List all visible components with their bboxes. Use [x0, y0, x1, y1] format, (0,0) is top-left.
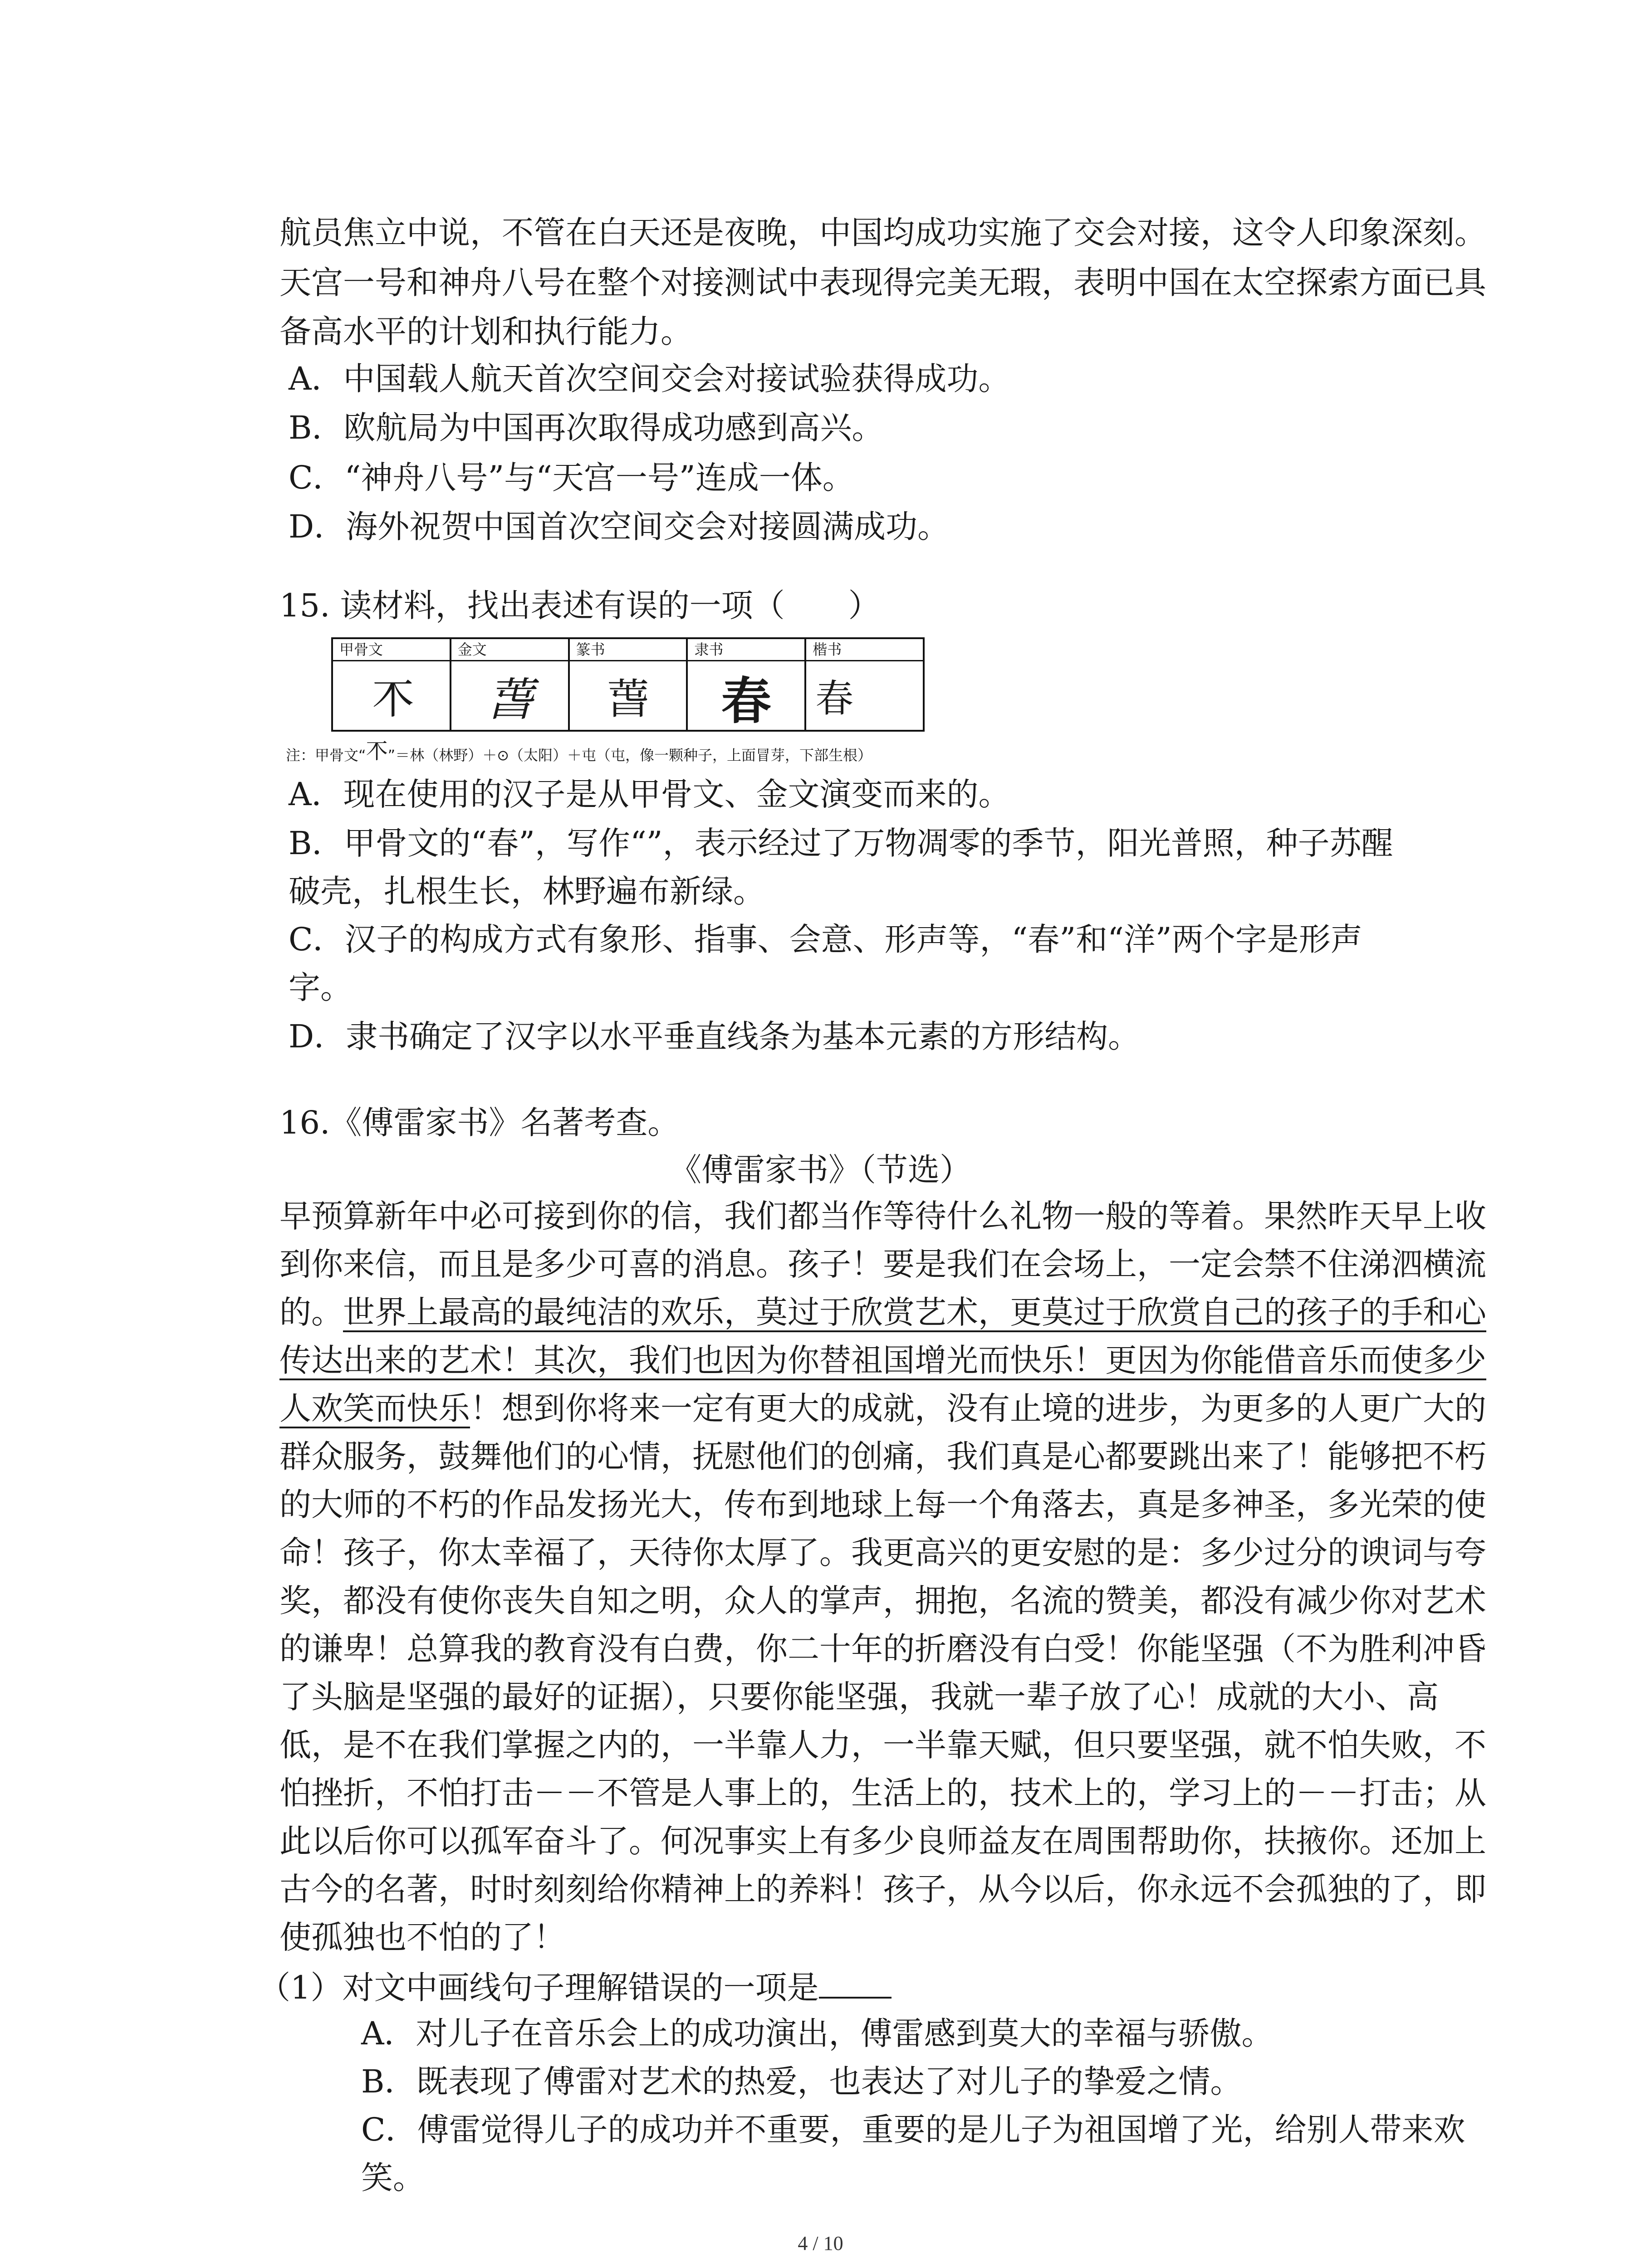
underlined-sentence: 传达出来的艺术！其次，我们也因为你替祖国增光而快乐！更因为你能借音乐而使多少 — [279, 1342, 1486, 1379]
q16-paragraph-line-5 — [279, 1388, 1486, 1429]
q15-option-b-line-1: B．甲骨文的“春”，写作“”，表示经过了万物凋零的季节，阳光普照，种子苏醒 — [289, 825, 1393, 862]
underlined-sentence: 人欢笑而快乐 — [279, 1390, 470, 1427]
q14-option-a: A．中国载人航天首次空间交会对接试验获得成功。 — [289, 360, 1010, 397]
q16-paragraph-line-4 — [279, 1340, 1486, 1381]
q16-sub1-option-c-line-2: 笑。 — [361, 2159, 425, 2196]
glyph-clerical: 春 — [721, 672, 771, 730]
q16-paragraph-line-12: 低，是不在我们掌握之内的，一半靠人力，一半靠天赋，但只要坚强，就不怕失败，不 — [279, 1726, 1486, 1764]
header-oracle-bone: 甲骨文 — [333, 639, 450, 661]
q15-option-c-line-2: 字。 — [289, 969, 352, 1006]
column-regular — [806, 639, 923, 730]
column-clerical — [688, 639, 806, 730]
script-evolution-table — [331, 637, 925, 732]
q16-paragraph-line-3 — [279, 1292, 1486, 1333]
q14-text-line-2: 天宫一号和神舟八号在整个对接测试中表现得完美无瑕，表明中国在太空探索方面已具 — [279, 264, 1486, 301]
q14-text-line-1: 航员焦立中说，不管在白天还是夜晚，中国均成功实施了交会对接，这令人印象深刻。 — [279, 214, 1486, 251]
q16-paragraph-line-13: 怕挫折，不怕打击－－不管是人事上的，生活上的，技术上的，学习上的－－打击；从 — [279, 1774, 1486, 1812]
q14-option-c: C．“神舟八号”与“天宫一号”连成一体。 — [289, 459, 854, 496]
answer-blank[interactable] — [819, 1965, 892, 1999]
header-seal: 篆书 — [570, 639, 686, 661]
q16-sub1-option-b: B．既表现了傅雷对艺术的热爱，也表达了对儿子的挚爱之情。 — [361, 2063, 1242, 2100]
q16-paragraph-line-6: 群众服务，鼓舞他们的心情，抚慰他们的创痛，我们真是心都要跳出来了！能够把不朽 — [279, 1438, 1486, 1475]
page-number: 4 / 10 — [798, 2232, 843, 2254]
q14-option-d: D．海外祝贺中国首次空间交会对接圆满成功。 — [289, 508, 950, 545]
q16-paragraph-line-1: 早预算新年中必可接到你的信，我们都当作等待什么礼物一般的等着。果然昨天早上收 — [279, 1198, 1486, 1235]
q15-stem: 15. 读材料，找出表述有误的一项（ ） — [279, 587, 880, 624]
q15-option-b-line-2: 破壳，扎根生长，林野遍布新绿。 — [289, 873, 765, 910]
underlined-sentence: 世界上最高的最纯洁的欢乐，莫过于欣赏艺术，更莫过于欣赏自己的孩子的手和心 — [343, 1294, 1486, 1331]
figure-note-prefix: 注：甲骨文“ — [286, 747, 366, 764]
glyph-bronze: 萅 — [487, 673, 533, 726]
q14-text-line-3: 备高水平的计划和执行能力。 — [279, 313, 692, 350]
figure-note-rest: ”＝林（林野）＋⊙（太阳）＋屯（屯，像一颗种子，上面冒芽，下部生根） — [387, 747, 872, 764]
q15-option-c-line-1: C．汉子的构成方式有象形、指事、会意、形声等，“春”和“洋”两个字是形声 — [289, 921, 1362, 958]
glyph-regular: 春 — [815, 676, 854, 721]
column-seal — [570, 639, 688, 730]
q15-option-d: D．隶书确定了汉字以水平垂直线条为基本元素的方形结构。 — [289, 1018, 1140, 1055]
glyph-seal: 萅 — [607, 675, 649, 723]
q16-sub1-option-a: A．对儿子在音乐会上的成功演出，傅雷感到莫大的幸福与骄傲。 — [361, 2015, 1274, 2052]
q16-paragraph-line-2: 到你来信，而且是多少可喜的消息。孩子！要是我们在会场上，一定会禁不住涕泗横流 — [279, 1246, 1486, 1283]
q16-sub-question-1 — [259, 1965, 892, 2008]
q16-excerpt-title: 《傅雷家书》（节选） — [670, 1151, 971, 1188]
header-clerical: 隶书 — [688, 639, 804, 661]
column-oracle-bone — [333, 639, 451, 730]
q16-paragraph-line-15: 古今的名著，时时刻刻给你精神上的养料！孩子，从今以后，你永远不会孤独的了，即 — [279, 1871, 1486, 1908]
figure-note-glyph: 𣎴 — [366, 738, 388, 764]
header-bronze: 金文 — [451, 639, 568, 661]
q16-paragraph-line-9: 奖，都没有使你丧失自知之明，众人的掌声，拥抱，名流的赞美，都没有减少你对艺术 — [279, 1582, 1486, 1619]
q16-paragraph-line-14: 此以后你可以孤军奋斗了。何况事实上有多少良师益友在周围帮助你，扶掖你。还加上 — [279, 1823, 1486, 1860]
chinese-character-evolution-figure — [286, 637, 1102, 764]
q16-paragraph-line-8: 命！孩子，你太幸福了，天待你太厚了。我更高兴的更安慰的是：多少过分的谀词与夸 — [279, 1534, 1486, 1571]
q16-paragraph-line-10: 的谦卑！总算我的教育没有白费，你二十年的折磨没有白受！你能坚强（不为胜利冲昏 — [279, 1630, 1486, 1667]
q14-option-b: B．欧航局为中国再次取得成功感到高兴。 — [289, 409, 884, 446]
plain-text: ！想到你将来一定有更大的成就，没有止境的进步，为更多的人更广大的 — [470, 1390, 1486, 1427]
q16-paragraph-line-16: 使孤独也不怕的了！ — [279, 1919, 565, 1956]
glyph-oracle-bone: 𣎴 — [372, 675, 411, 723]
column-bronze — [451, 639, 570, 730]
q16-paragraph-line-11: 了头脑是坚强的最好的证据），只要你能坚强，我就一辈子放了心！成就的大小、高 — [279, 1678, 1439, 1716]
header-regular: 楷书 — [806, 639, 923, 661]
q15-option-a: A．现在使用的汉子是从甲骨文、金文演变而来的。 — [289, 776, 1010, 813]
q16-paragraph-line-7: 的大师的不朽的作品发扬光大，传布到地球上每一个角落去，真是多神圣，多光荣的使 — [279, 1486, 1486, 1523]
figure-note — [286, 733, 872, 765]
sub-question-text: （1）对文中画线句子理解错误的一项是 — [259, 1969, 819, 2006]
q16-stem: 16.《傅雷家书》名著考查。 — [279, 1104, 680, 1141]
q16-sub1-option-c-line-1: C．傅雷觉得儿子的成功并不重要，重要的是儿子为祖国增了光，给别人带来欢 — [361, 2111, 1465, 2148]
plain-text: 的。 — [279, 1294, 343, 1331]
